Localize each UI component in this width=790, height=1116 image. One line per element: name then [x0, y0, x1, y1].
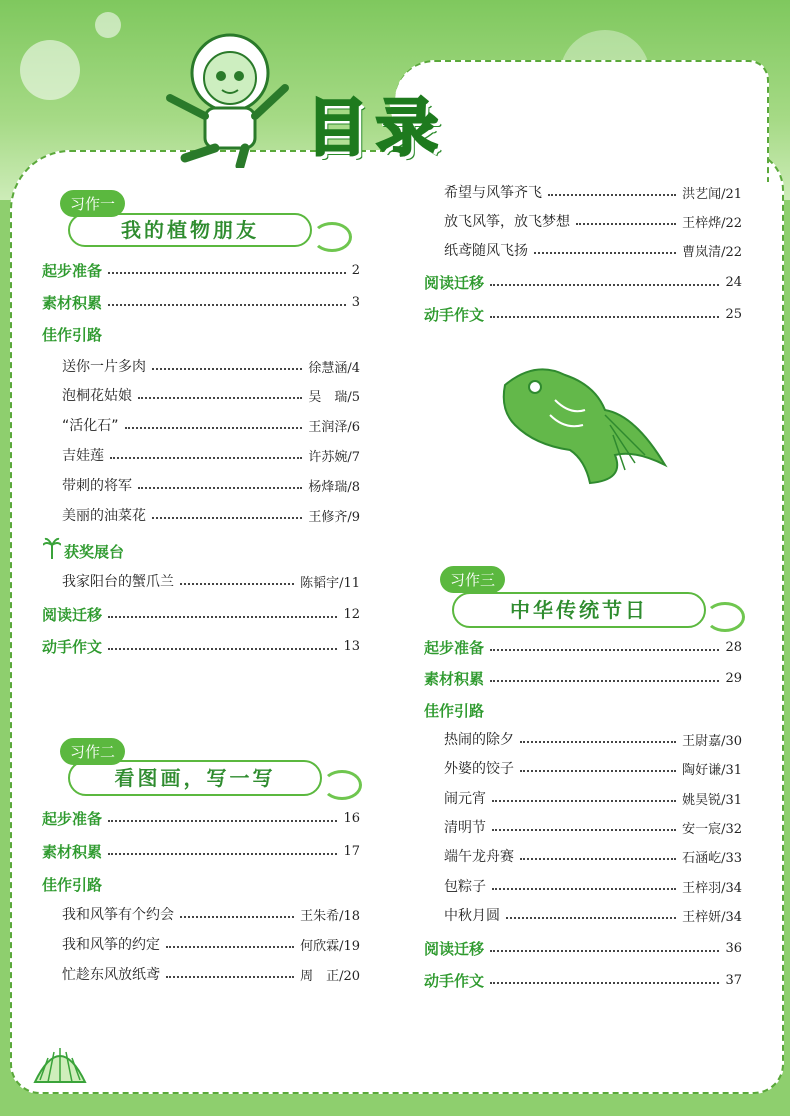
dot-leader	[108, 304, 346, 306]
dot-leader	[490, 316, 719, 318]
toc-page-ref: 安一宸/32	[682, 821, 742, 837]
toc-category-row[interactable]	[42, 291, 360, 313]
toc-category-row[interactable]	[42, 807, 360, 829]
section2-tag: 习作二	[60, 738, 125, 765]
section1-banner: 我的植物朋友	[68, 213, 312, 247]
toc-article-row[interactable]	[62, 963, 360, 985]
toc-label: 阅读迁移	[42, 605, 103, 624]
toc-label: 热闹的除夕	[444, 732, 514, 748]
toc-label: 泡桐花姑娘	[62, 388, 132, 404]
toc-page-ref: 王尉嘉/30	[682, 733, 742, 749]
toc-article-row[interactable]	[62, 903, 360, 925]
toc-label: 放飞风筝，放飞梦想	[444, 214, 570, 230]
toc-label: 我和风筝有个约会	[62, 907, 174, 923]
toc-page-ref: 28	[725, 639, 742, 655]
toc-article-row[interactable]	[62, 933, 360, 955]
toc-page-ref: 王梓烨/22	[682, 215, 742, 231]
toc-label: 起步准备	[42, 261, 103, 280]
dot-leader	[108, 272, 346, 274]
toc-heading	[42, 873, 360, 895]
decor-bubble	[95, 12, 121, 38]
toc-category-row[interactable]	[424, 969, 742, 991]
swirl-icon	[312, 222, 352, 252]
dot-leader	[548, 194, 676, 196]
toc-page-ref: 13	[343, 638, 360, 654]
toc-page-ref: 石涵屹/33	[682, 850, 742, 866]
dot-leader	[490, 649, 719, 651]
toc-page-ref: 3	[351, 294, 360, 310]
toc-label: 动手作文	[424, 305, 485, 324]
toc-label: 外婆的饺子	[444, 761, 514, 777]
toc-label: 送你一片多肉	[62, 359, 146, 375]
toc-page-ref: 王润泽/6	[308, 419, 360, 435]
toc-page-ref: 16	[343, 810, 360, 826]
dot-leader	[138, 487, 302, 489]
toc-category-row[interactable]	[42, 603, 360, 625]
toc-label: “活化石”	[62, 418, 119, 434]
dot-leader	[138, 397, 302, 399]
toc-page-ref: 王梓羽/34	[682, 880, 742, 896]
toc-page-ref: 王朱希/18	[300, 908, 360, 924]
toc-category-row[interactable]	[424, 636, 742, 658]
dot-leader	[108, 648, 337, 650]
toc-category-row[interactable]	[424, 667, 742, 689]
toc-category-row[interactable]	[42, 840, 360, 862]
toc-label: 佳作引路	[42, 875, 103, 894]
swirl-icon	[322, 770, 362, 800]
toc-label: 吉娃莲	[62, 448, 104, 464]
toc-article-row[interactable]	[444, 816, 742, 838]
dot-leader	[506, 917, 676, 919]
seashell-illustration	[30, 1040, 90, 1085]
toc-page-ref: 杨烽瑞/8	[308, 479, 360, 495]
goldfish-kite-illustration	[495, 355, 670, 485]
section3-tag: 习作三	[440, 566, 505, 593]
astronaut-illustration	[150, 18, 300, 168]
page-title: 目录	[306, 91, 447, 164]
dot-leader	[520, 741, 676, 743]
dot-leader	[490, 950, 719, 952]
toc-article-row[interactable]	[444, 728, 742, 750]
dot-leader	[520, 858, 676, 860]
content-paper-top	[395, 60, 769, 182]
toc-article-row[interactable]	[444, 904, 742, 926]
toc-label: 阅读迁移	[424, 273, 485, 292]
toc-category-row[interactable]	[424, 937, 742, 959]
dot-leader	[108, 616, 337, 618]
toc-article-row[interactable]	[62, 384, 360, 406]
toc-label: 获奖展台	[64, 542, 125, 561]
toc-label: 我和风筝的约定	[62, 937, 160, 953]
toc-label: 动手作文	[42, 637, 103, 656]
dot-leader	[180, 916, 294, 918]
toc-label: 起步准备	[42, 809, 103, 828]
dot-leader	[492, 829, 676, 831]
toc-article-row[interactable]	[444, 757, 742, 779]
dot-leader	[520, 770, 676, 772]
toc-label: 动手作文	[424, 971, 485, 990]
toc-article-row[interactable]	[444, 845, 742, 867]
palm-tree-icon	[43, 537, 61, 559]
dot-leader	[108, 853, 337, 855]
toc-label: 包粽子	[444, 879, 486, 895]
toc-category-row[interactable]	[424, 303, 742, 325]
dot-leader	[125, 427, 303, 429]
toc-label: 闹元宵	[444, 791, 486, 807]
toc-heading	[424, 699, 742, 721]
toc-category-row[interactable]	[42, 259, 360, 281]
toc-article-row[interactable]	[62, 444, 360, 466]
toc-page-ref: 许苏婉/7	[308, 449, 360, 465]
toc-page-ref: 周 正/20	[300, 968, 360, 984]
section3-banner: 中华传统节日	[452, 592, 706, 628]
toc-page-ref: 王修齐/9	[308, 509, 360, 525]
dot-leader	[492, 888, 676, 890]
dot-leader	[108, 820, 337, 822]
dot-leader	[492, 800, 676, 802]
toc-heading	[64, 540, 382, 562]
dot-leader	[490, 982, 719, 984]
section2-banner: 看图画，写一写	[68, 760, 322, 796]
toc-page-ref: 24	[725, 274, 742, 290]
toc-article-row[interactable]	[62, 414, 360, 436]
dot-leader	[576, 223, 676, 225]
toc-label: 素材积累	[424, 669, 485, 688]
toc-article-row[interactable]	[62, 570, 360, 592]
dot-leader	[166, 946, 294, 948]
toc-article-row[interactable]	[62, 474, 360, 496]
toc-article-row[interactable]	[62, 355, 360, 377]
toc-page-ref: 姚昊锐/31	[682, 792, 742, 808]
toc-page-ref: 12	[343, 606, 360, 622]
toc-page-ref: 17	[343, 843, 360, 859]
toc-label: 忙趁东风放纸鸢	[62, 967, 160, 983]
dot-leader	[110, 457, 302, 459]
dot-leader	[152, 368, 302, 370]
toc-page-ref: 曹岚清/22	[682, 244, 742, 260]
toc-article-row[interactable]	[444, 210, 742, 232]
dot-leader	[490, 680, 719, 682]
toc-page-ref: 何欣霖/19	[300, 938, 360, 954]
toc-page-ref: 徐慧涵/4	[308, 360, 360, 376]
toc-label: 端午龙舟赛	[444, 849, 514, 865]
decor-bubble	[20, 40, 80, 100]
toc-page-ref: 陶好谦/31	[682, 762, 742, 778]
toc-article-row[interactable]	[62, 504, 360, 526]
toc-article-row[interactable]	[444, 181, 742, 203]
toc-page-ref: 2	[351, 262, 360, 278]
toc-page-ref: 洪艺闻/21	[682, 186, 742, 202]
toc-article-row[interactable]	[444, 875, 742, 897]
toc-page-ref: 29	[725, 670, 742, 686]
toc-label: 清明节	[444, 820, 486, 836]
toc-page-ref: 25	[725, 306, 742, 322]
toc-label: 佳作引路	[42, 325, 103, 344]
toc-label: 中秋月圆	[444, 908, 500, 924]
dot-leader	[490, 284, 719, 286]
toc-page-ref: 王梓妍/34	[682, 909, 742, 925]
toc-article-row[interactable]	[444, 239, 742, 261]
toc-label: 起步准备	[424, 638, 485, 657]
dot-leader	[534, 252, 676, 254]
toc-article-row[interactable]	[444, 787, 742, 809]
toc-label: 素材积累	[42, 293, 103, 312]
dot-leader	[152, 517, 302, 519]
toc-category-row[interactable]	[424, 271, 742, 293]
swirl-icon	[705, 602, 745, 632]
toc-label: 阅读迁移	[424, 939, 485, 958]
toc-page-ref: 陈韬宇/11	[300, 575, 360, 591]
toc-page-ref: 吴 瑞/5	[308, 389, 360, 405]
toc-label: 纸鸢随风飞扬	[444, 243, 528, 259]
toc-label: 素材积累	[42, 842, 103, 861]
toc-label: 美丽的油菜花	[62, 508, 146, 524]
dot-leader	[166, 976, 294, 978]
toc-label: 带刺的将军	[62, 478, 132, 494]
toc-heading	[42, 323, 360, 345]
toc-page-ref: 36	[725, 940, 742, 956]
toc-label: 我家阳台的蟹爪兰	[62, 574, 174, 590]
toc-page-ref: 37	[725, 972, 742, 988]
dot-leader	[180, 583, 294, 585]
section1-tag: 习作一	[60, 190, 125, 217]
toc-category-row[interactable]	[42, 635, 360, 657]
toc-label: 希望与风筝齐飞	[444, 185, 542, 201]
toc-label: 佳作引路	[424, 701, 485, 720]
